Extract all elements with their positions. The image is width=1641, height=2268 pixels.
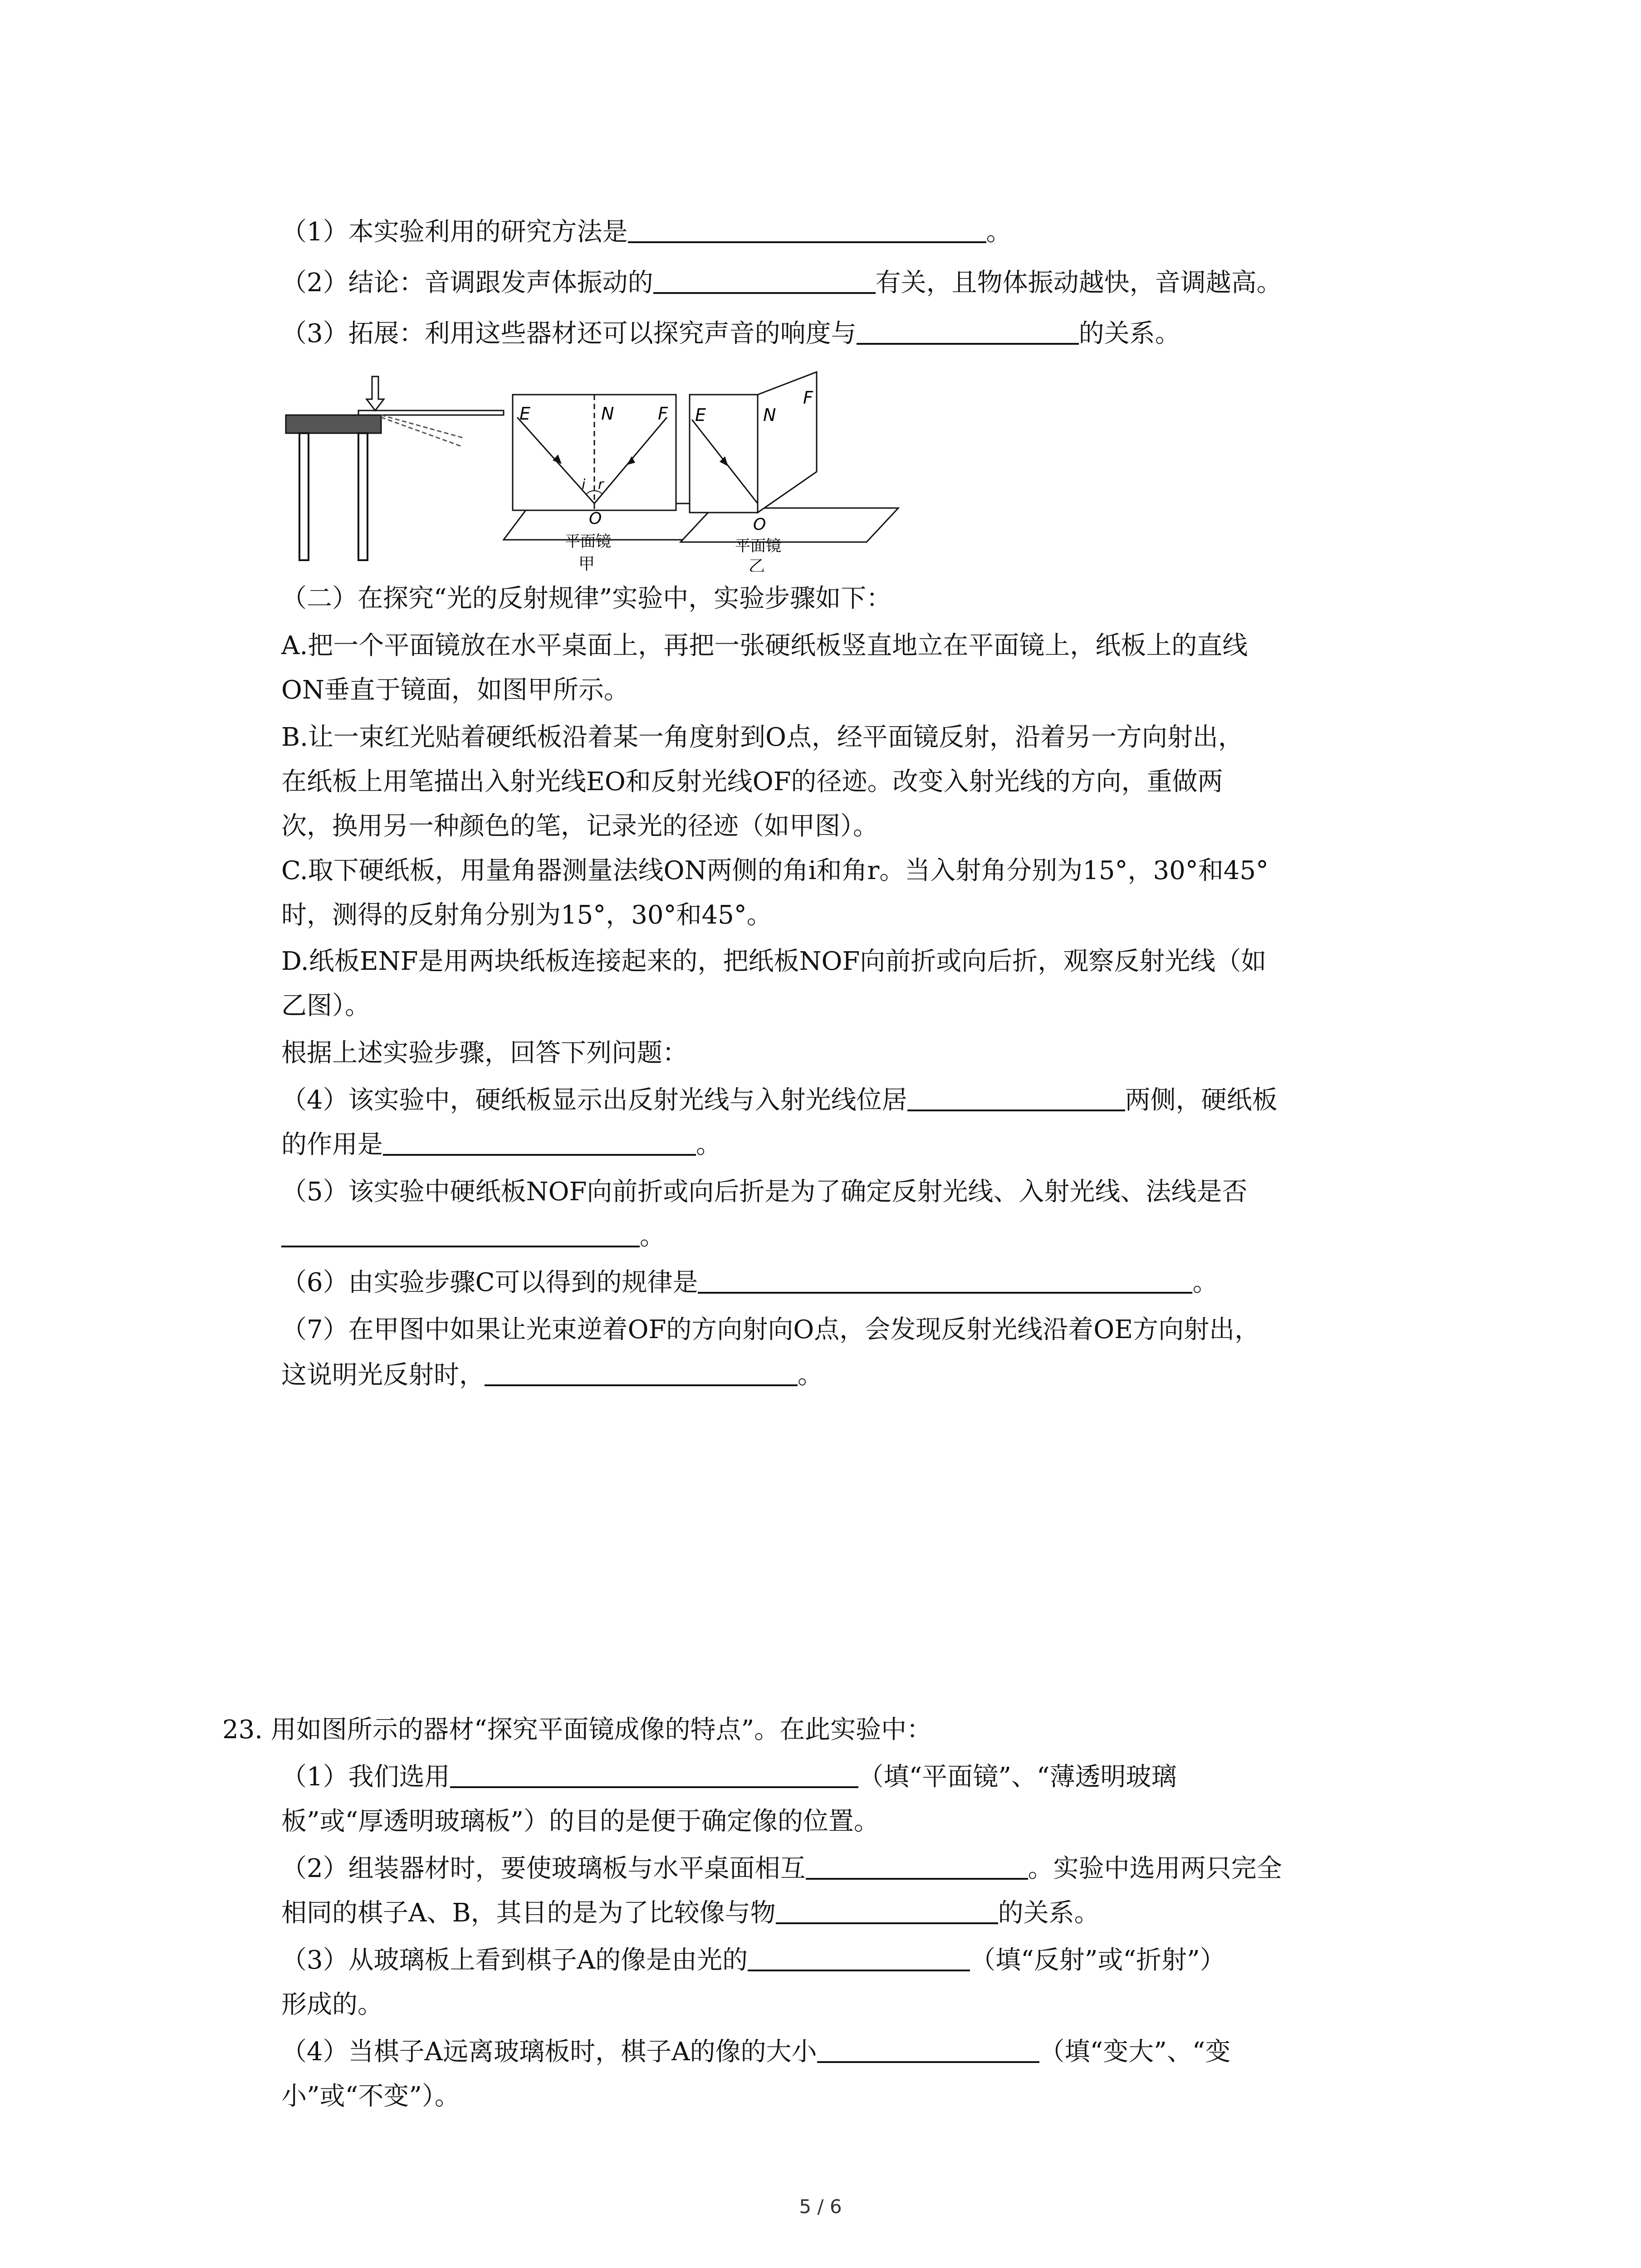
q7-text-c: 。 xyxy=(798,1360,823,1390)
q23-1-text-b: （填“平面镜”、“薄透明玻璃 xyxy=(858,1762,1177,1792)
step-D-line1: D.纸板ENF是用两块纸板连接起来的，把纸板NOF向前折或向后折，观察反射光线（如 xyxy=(281,947,1267,976)
figure-yi xyxy=(681,372,898,572)
question-7: （7）在甲图中如果让光束逆着OF的方向射向O点，会发现反射光线沿着OE方向射出， xyxy=(281,1315,1260,1344)
q4-text-d: 。 xyxy=(696,1130,721,1159)
question-4 xyxy=(281,1086,1278,1115)
answer-blank[interactable] xyxy=(857,319,1079,345)
q23-part-1-cont: 板”或“厚透明玻璃板”）的目的是便于确定像的位置。 xyxy=(281,1807,879,1836)
q23-4-text-b: （填“变大”、“变 xyxy=(1039,2037,1231,2067)
q-prev-2-text: （2）结论：音调跟发声体振动的 xyxy=(281,268,653,298)
q4-text-c: 的作用是 xyxy=(281,1130,383,1159)
q-prev-2-end: 有关，且物体振动越快，音调越高。 xyxy=(875,268,1282,298)
answer-blank[interactable] xyxy=(653,269,876,294)
answer-blank[interactable] xyxy=(383,1130,696,1156)
question-5-cont xyxy=(281,1222,665,1251)
figure-caption-jia: 甲 xyxy=(578,555,595,572)
q4-text: （4）该实验中，硬纸板显示出反射光线与入射光线位居 xyxy=(281,1085,907,1115)
label-F: F xyxy=(658,404,668,424)
label-r: r xyxy=(598,477,604,493)
q23-part-1 xyxy=(281,1763,1177,1792)
q-prev-3-text: （3）拓展：利用这些器材还可以探究声音的响度与 xyxy=(281,319,857,348)
label-O: O xyxy=(753,515,766,534)
label-E: E xyxy=(695,405,706,425)
step-A-line1: A.把一个平面镜放在水平桌面上，再把一张硬纸板竖直地立在平面镜上，纸板上的直线 xyxy=(281,631,1248,660)
q23-part-4 xyxy=(281,2038,1230,2067)
q23-part-4-cont: 小”或“不变”）。 xyxy=(281,2082,460,2111)
figures-svg xyxy=(281,367,907,572)
answer-blank[interactable] xyxy=(776,1899,998,1924)
label-O: O xyxy=(589,509,602,528)
q23-3-text-b: （填“反射”或“折射”） xyxy=(970,1945,1225,1975)
figure-group xyxy=(281,367,907,572)
page-number: 5 / 6 xyxy=(799,2195,842,2218)
answer-blank[interactable] xyxy=(817,2038,1039,2063)
q-prev-item-1 xyxy=(281,218,1012,247)
question-6 xyxy=(281,1268,1218,1297)
figure-caption-yi: 乙 xyxy=(749,557,765,572)
label-N: N xyxy=(601,404,614,424)
answer-blank[interactable] xyxy=(281,1222,640,1247)
q6-text: （6）由实验步骤C可以得到的规律是 xyxy=(281,1268,698,1297)
step-C-line2: 时，测得的反射角分别为15°，30°和45°。 xyxy=(281,900,772,930)
q23-4-text: （4）当棋子A远离玻璃板时，棋子A的像的大小 xyxy=(281,2037,817,2067)
answer-blank[interactable] xyxy=(806,1854,1028,1880)
question-7-cont xyxy=(281,1361,823,1390)
q23-part-2 xyxy=(281,1854,1282,1883)
answer-blank[interactable] xyxy=(628,218,986,243)
q23-2-text-c: 相同的棋子A、B，其目的是为了比较像与物 xyxy=(281,1898,776,1928)
q-prev-3-end: 的关系。 xyxy=(1078,319,1181,348)
step-B-line1: B.让一束红光贴着硬纸板沿着某一角度射到O点，经平面镜反射，沿着另一方向射出， xyxy=(281,723,1244,752)
answer-blank[interactable] xyxy=(698,1268,1192,1294)
label-F: F xyxy=(803,388,813,408)
q23-2-text-b: 。实验中选用两只完全 xyxy=(1028,1854,1282,1883)
step-B-line2: 在纸板上用笔描出入射光线EO和反射光线OF的径迹。改变入射光线的方向，重做两 xyxy=(281,767,1223,797)
step-D-line2: 乙图）。 xyxy=(281,991,370,1021)
q-prev-item-3 xyxy=(281,319,1181,348)
question-5: （5）该实验中硬纸板NOF向前折或向后折是为了确定反射光线、入射光线、法线是否 xyxy=(281,1177,1248,1207)
step-C-line1: C.取下硬纸板，用量角器测量法线ON两侧的角i和角r。当入射角分别为15°，30°和45° xyxy=(281,856,1269,885)
q23-part-2-cont xyxy=(281,1899,1100,1928)
section2-intro: （二）在探究“光的反射规律”实验中，实验步骤如下： xyxy=(281,584,892,613)
q23-2-text-d: 的关系。 xyxy=(998,1898,1100,1928)
q23-1-text: （1）我们选用 xyxy=(281,1762,450,1792)
question-23-title: 23. 用如图所示的器材“探究平面镜成像的特点”。在此实验中： xyxy=(222,1715,932,1745)
q23-3-text: （3）从玻璃板上看到棋子A的像是由光的 xyxy=(281,1945,748,1975)
answer-blank[interactable] xyxy=(485,1361,798,1386)
step-B-line3: 次，换用另一种颜色的笔，记录光的径迹（如甲图）。 xyxy=(281,811,878,841)
question-4-cont xyxy=(281,1130,721,1159)
q23-part-3 xyxy=(281,1946,1225,1975)
q-prev-1-end: 。 xyxy=(986,217,1012,247)
answer-blank[interactable] xyxy=(450,1763,858,1788)
q7-text-b: 这说明光反射时， xyxy=(281,1360,485,1390)
table-ruler-figure xyxy=(286,376,504,560)
q4-text-b: 两侧，硬纸板 xyxy=(1125,1085,1278,1115)
q5-text-b: 。 xyxy=(640,1222,665,1251)
label-E: E xyxy=(519,404,531,424)
mirror-label: 平面镜 xyxy=(565,533,611,551)
label-N: N xyxy=(763,405,776,425)
q23-2-text: （2）组装器材时，要使玻璃板与水平桌面相互 xyxy=(281,1854,806,1883)
q23-part-3-cont: 形成的。 xyxy=(281,1990,383,2019)
q-prev-item-2 xyxy=(281,269,1282,298)
answer-blank[interactable] xyxy=(907,1086,1125,1111)
mirror-label: 平面镜 xyxy=(735,537,781,555)
answer-blank[interactable] xyxy=(748,1946,970,1971)
questions-prompt: 根据上述实验步骤，回答下列问题： xyxy=(281,1038,688,1068)
label-i: i xyxy=(582,477,586,493)
step-A-line2: ON垂直于镜面，如图甲所示。 xyxy=(281,675,629,705)
q6-text-b: 。 xyxy=(1192,1268,1218,1297)
q-prev-1-text: （1）本实验利用的研究方法是 xyxy=(281,217,628,247)
